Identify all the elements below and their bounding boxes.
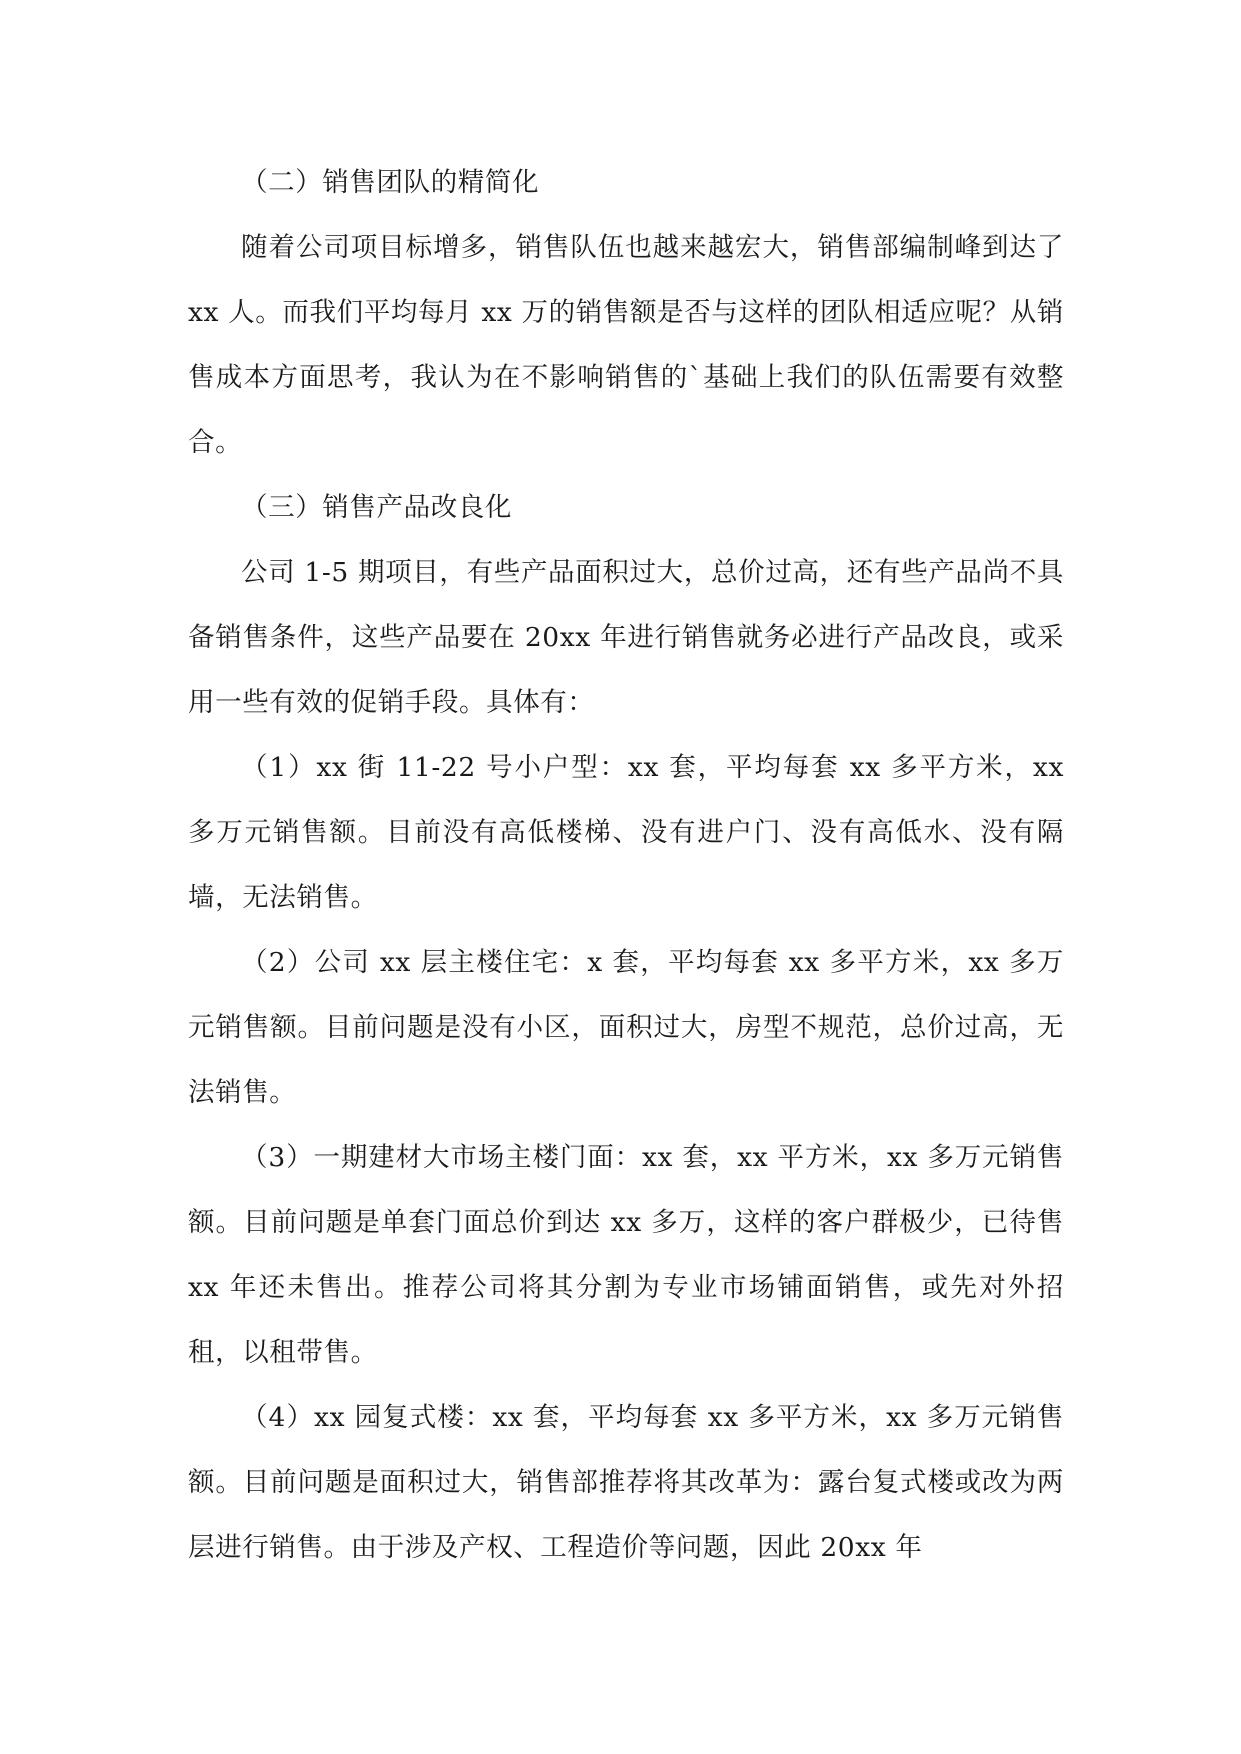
section-heading-product-improvement: （三）销售产品改良化 [241, 492, 512, 523]
paragraph-item-4-duplex: （4）xx 园复式楼：xx 套，平均每套 xx 多平方米，xx 多万元销售额。目前问题是面积过大，销售部推荐将其改革为：露台复式楼或改为两层进行销售。由于涉及产权、工程造价等问题，因此 20xx 年 [188, 1402, 1064, 1563]
paragraph-team-size: 随着公司项目标增多，销售队伍也越来越宏大，销售部编制峰到达了 xx 人。而我们平均每月 xx 万的销售额是否与这样的团队相适应呢？从销售成本方面思考，我认为在不影响销售的`基础上我们的队伍需要有效整合。 [188, 232, 1064, 458]
section-heading-team-streamlining: （二）销售团队的精简化 [241, 167, 540, 198]
paragraph-item-1-small-units: （1）xx 街 11-22 号小户型：xx 套，平均每套 xx 多平方米，xx 多万元销售额。目前没有高低楼梯、没有进户门、没有高低水、没有隔墙，无法销售。 [188, 752, 1064, 913]
document-body [188, 150, 1064, 1580]
paragraph-item-2-main-building: （2）公司 xx 层主楼住宅：x 套，平均每套 xx 多平方米，xx 多万元销售额。目前问题是没有小区，面积过大，房型不规范，总价过高，无法销售。 [188, 947, 1064, 1108]
paragraph-product-overview: 公司 1-5 期项目，有些产品面积过大，总价过高，还有些产品尚不具备销售条件，这些产品要在 20xx 年进行销售就务必进行产品改良，或采用一些有效的促销手段。具体有： [188, 557, 1064, 718]
paragraph-item-3-storefronts: （3）一期建材大市场主楼门面：xx 套，xx 平方米，xx 多万元销售额。目前问题是单套门面总价到达 xx 多万，这样的客户群极少，已待售 xx 年还未售出。推荐公司将其分割为专业市场铺面销售，或先对外招租，以租带售。 [188, 1142, 1064, 1368]
